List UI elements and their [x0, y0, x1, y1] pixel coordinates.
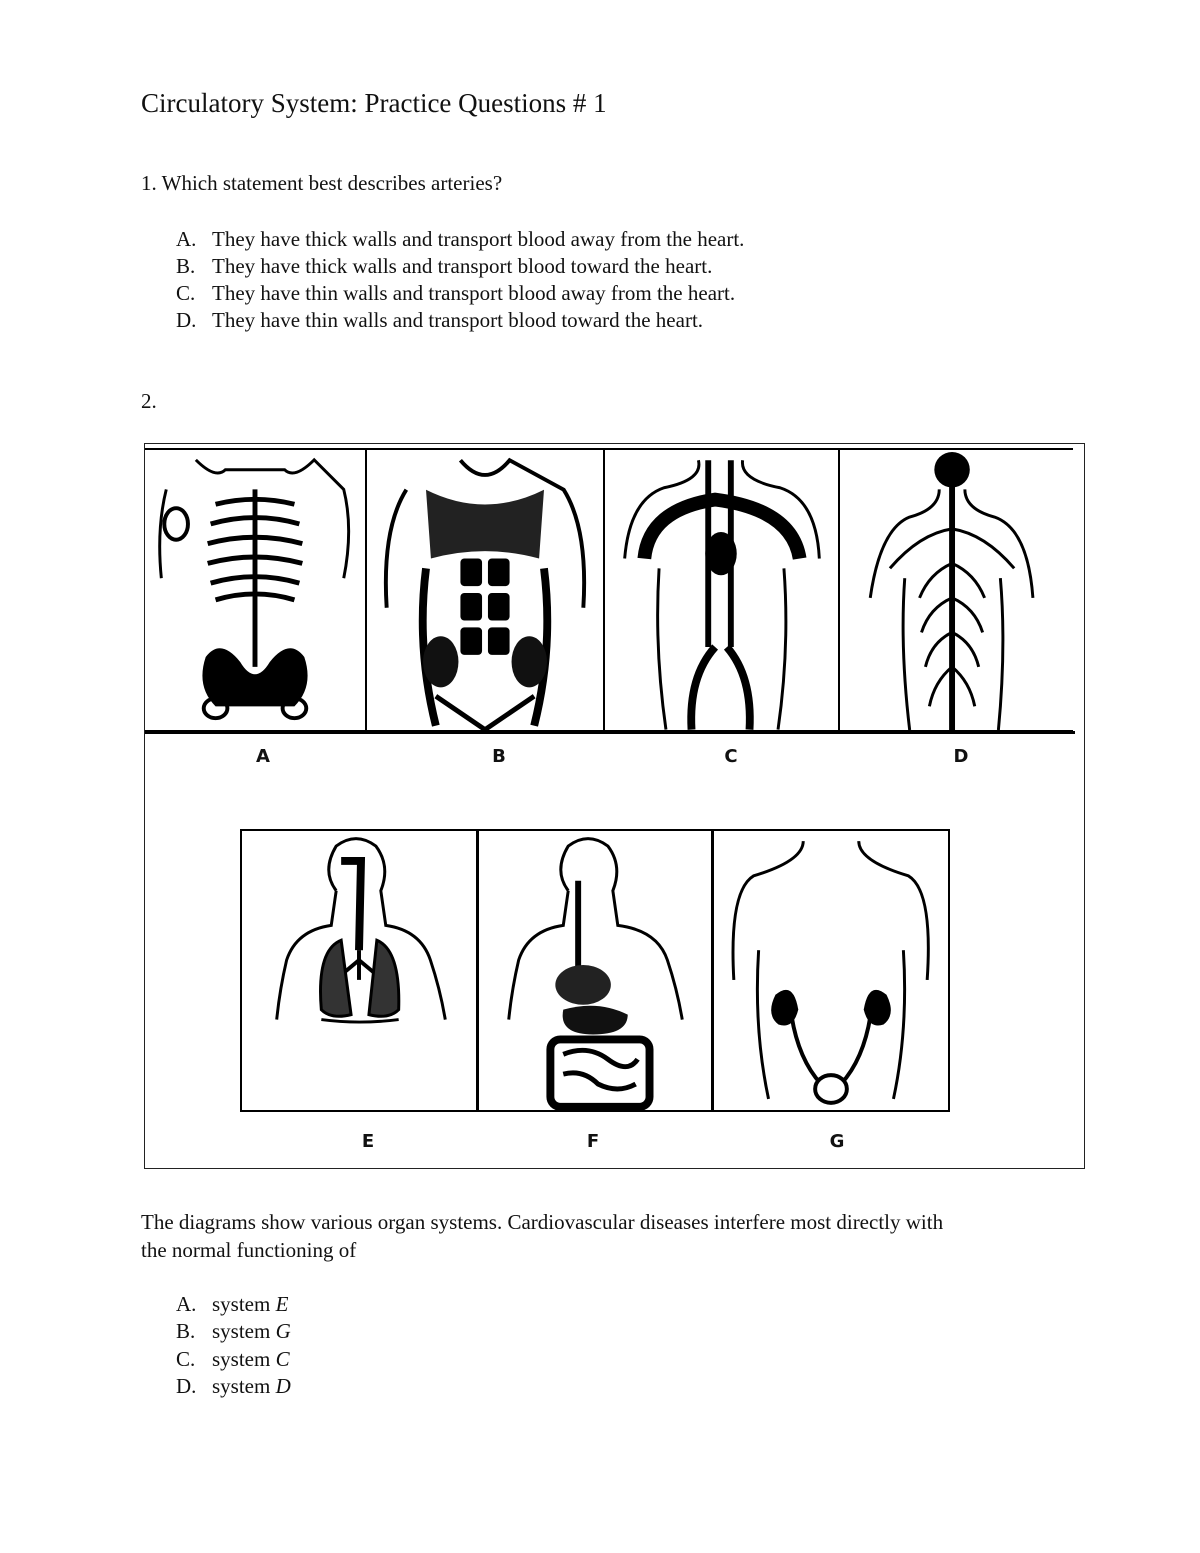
q1-option-b-letter: B. [176, 254, 196, 278]
q1-option-b [176, 254, 712, 279]
panel-label-g: G [829, 1131, 845, 1152]
q1-option-d [176, 308, 703, 333]
q1-option-b-text: They have thick walls and transport blood toward the heart. [212, 254, 713, 278]
q1-option-a [176, 227, 744, 252]
q2-option-b [176, 1319, 291, 1344]
panel-c-circulatory-system [603, 448, 840, 732]
question-2-text-line-2: the normal functioning of [141, 1238, 357, 1262]
question-1-stem [141, 171, 502, 196]
q2-option-d-prefix: system [212, 1374, 271, 1398]
q1-option-d-text: They have thin walls and transport blood toward the heart. [212, 308, 704, 332]
q2-option-c-letter: C. [176, 1347, 196, 1371]
panel-label-d: D [953, 746, 969, 767]
panel-a-skeletal-system [145, 448, 367, 732]
q2-option-b-prefix: system [212, 1319, 271, 1343]
panel-label-e: E [361, 1131, 375, 1152]
muscles-illustration [367, 450, 603, 730]
q2-option-d [176, 1374, 291, 1399]
kidneys-illustration [714, 831, 948, 1110]
question-1-number: 1. [141, 171, 157, 195]
q1-option-a-letter: A. [176, 227, 197, 251]
q1-option-d-letter: D. [176, 308, 197, 332]
panel-d-nervous-system [838, 448, 1073, 732]
question-1-text: Which statement best describes arteries? [161, 171, 503, 195]
panel-row-divider [145, 731, 1075, 734]
q2-option-c [176, 1347, 290, 1372]
lungs-illustration [242, 831, 476, 1110]
q1-option-c-letter: C. [176, 281, 196, 305]
panel-e-respiratory-system [240, 829, 478, 1112]
organ-systems-figure [144, 443, 1085, 1169]
q2-option-a-prefix: system [212, 1292, 271, 1316]
q2-option-b-letter: B. [176, 1319, 196, 1343]
question-2-text-line-1: The diagrams show various organ systems. Cardiovascular diseases interfere most directly with [141, 1210, 944, 1234]
q2-option-a [176, 1292, 288, 1317]
q2-option-d-system: D [275, 1374, 291, 1398]
page-title: Circulatory System: Practice Questions # 1 [141, 88, 607, 118]
q2-option-d-letter: D. [176, 1374, 197, 1398]
panel-f-digestive-system [477, 829, 713, 1112]
q2-option-c-system: C [275, 1347, 290, 1371]
q1-option-c [176, 281, 735, 306]
q2-option-a-system: E [275, 1292, 289, 1316]
q2-option-a-letter: A. [176, 1292, 197, 1316]
panel-label-c: C [724, 746, 738, 767]
q2-option-c-prefix: system [212, 1347, 271, 1371]
panel-label-f: F [586, 1131, 600, 1152]
blood-vessels-illustration [605, 450, 838, 730]
panel-label-b: B [492, 746, 506, 767]
nerves-illustration [840, 450, 1073, 730]
digestive-tract-illustration [479, 831, 711, 1110]
q1-option-a-text: They have thick walls and transport blood away from the heart. [212, 227, 745, 251]
q1-option-c-text: They have thin walls and transport blood away from the heart. [212, 281, 736, 305]
skeleton-illustration [145, 450, 365, 730]
q2-option-b-system: G [275, 1319, 291, 1343]
question-2-number: 2. [141, 389, 157, 413]
panel-label-a: A [256, 746, 270, 767]
panel-g-excretory-system [712, 829, 950, 1112]
panel-b-muscular-system [365, 448, 605, 732]
